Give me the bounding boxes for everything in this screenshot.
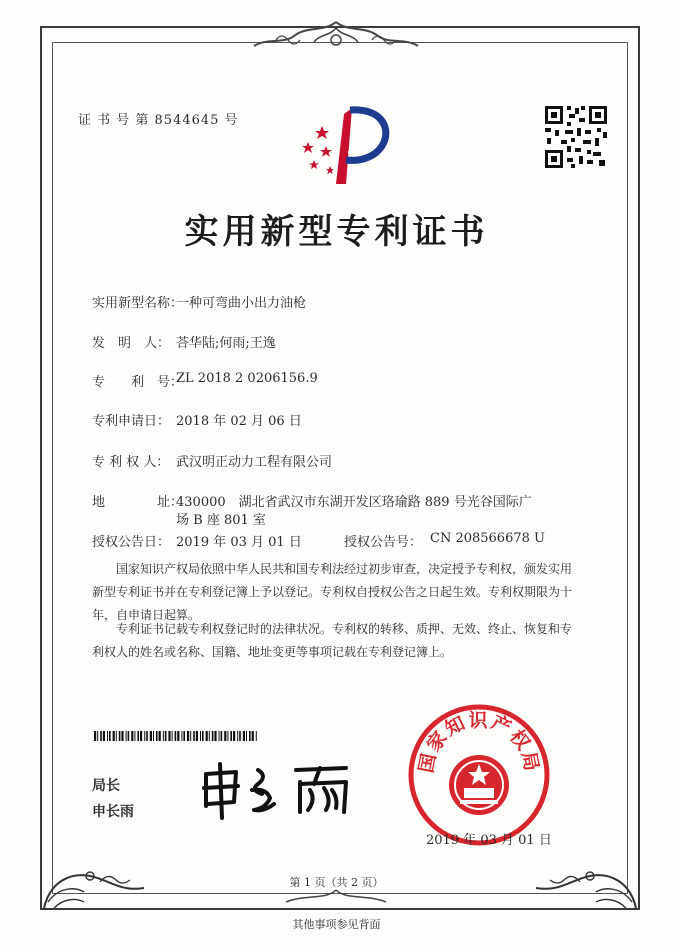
grant-paragraph-line: 国家知识产权局依照中华人民共和国专利法经过初步审查，决定授予专利权，颁发实用 <box>92 562 573 576</box>
announcement-date-label: 授权公告日： <box>92 535 171 550</box>
director-name: 申长雨 <box>92 804 134 820</box>
bottom-center-ornament-icon <box>256 888 416 908</box>
director-title: 局长 <box>92 778 120 794</box>
certificate-title: 实用新型专利证书 <box>184 212 489 252</box>
announcement-number-value: CN 208566678 U <box>430 531 545 546</box>
certificate-number: 证 书 号 第 8544645 号 <box>78 113 239 128</box>
barcode-icon <box>94 731 259 741</box>
patent-office-logo-icon <box>292 104 392 188</box>
legal-status-paragraph-line: 专利证书记载专利权登记时的法律状况。专利权的转移、质押、无效、终止、恢复和专 <box>92 622 573 636</box>
patentee-value: 武汉明正动力工程有限公司 <box>176 455 333 470</box>
filing-date-label: 专利申请日： <box>92 414 171 429</box>
grant-paragraph-line: 新型专利证书并在专利登记簿上予以登记。专利权自授权公告之日起生效。专利权期限为十 <box>92 585 573 599</box>
back-note: 其他事项参见背面 <box>292 918 381 931</box>
inventor-label: 发 明 人： <box>92 336 171 351</box>
top-ornament-icon <box>236 18 436 58</box>
page-indicator: 第 1 页（共 2 页） <box>289 876 384 889</box>
filing-date-value: 2018 年 02 月 06 日 <box>176 414 302 429</box>
address-value-line1: 430000 湖北省武汉市东湖开发区珞瑜路 889 号光谷国际广 <box>176 495 532 510</box>
grant-paragraph <box>92 558 612 627</box>
address-label: 地 址： <box>92 495 184 510</box>
utility-model-name-label: 实用新型名称： <box>92 296 184 311</box>
handwritten-signature-icon <box>196 760 366 820</box>
inventor-value: 荅华陆;何雨;王逸 <box>176 336 276 351</box>
grant-paragraph-line: 年，自申请日起算。 <box>92 608 201 622</box>
seal-text: 国家知识产权局 <box>415 709 543 775</box>
patentee-label: 专 利 权 人： <box>92 455 170 470</box>
bottom-left-ornament-icon <box>40 832 150 912</box>
seal-date: 2019 年 03 月 01 日 <box>426 833 552 848</box>
patent-number-label: 专 利 号： <box>92 375 184 390</box>
utility-model-name-value: 一种可弯曲小出力油枪 <box>176 296 307 311</box>
qr-code-icon <box>543 104 609 170</box>
legal-status-paragraph-line: 利权人的姓名或名称、国籍、地址变更等事项记载在专利登记簿上。 <box>92 645 453 659</box>
announcement-number-label: 授权公告号： <box>344 535 423 550</box>
official-seal-icon <box>404 700 554 850</box>
legal-status-paragraph <box>92 618 612 664</box>
announcement-date-value: 2019 年 03 月 01 日 <box>176 535 302 550</box>
patent-number-value: ZL 2018 2 0206156.9 <box>176 371 318 386</box>
address-value-line2: 场 B 座 801 室 <box>176 513 266 528</box>
